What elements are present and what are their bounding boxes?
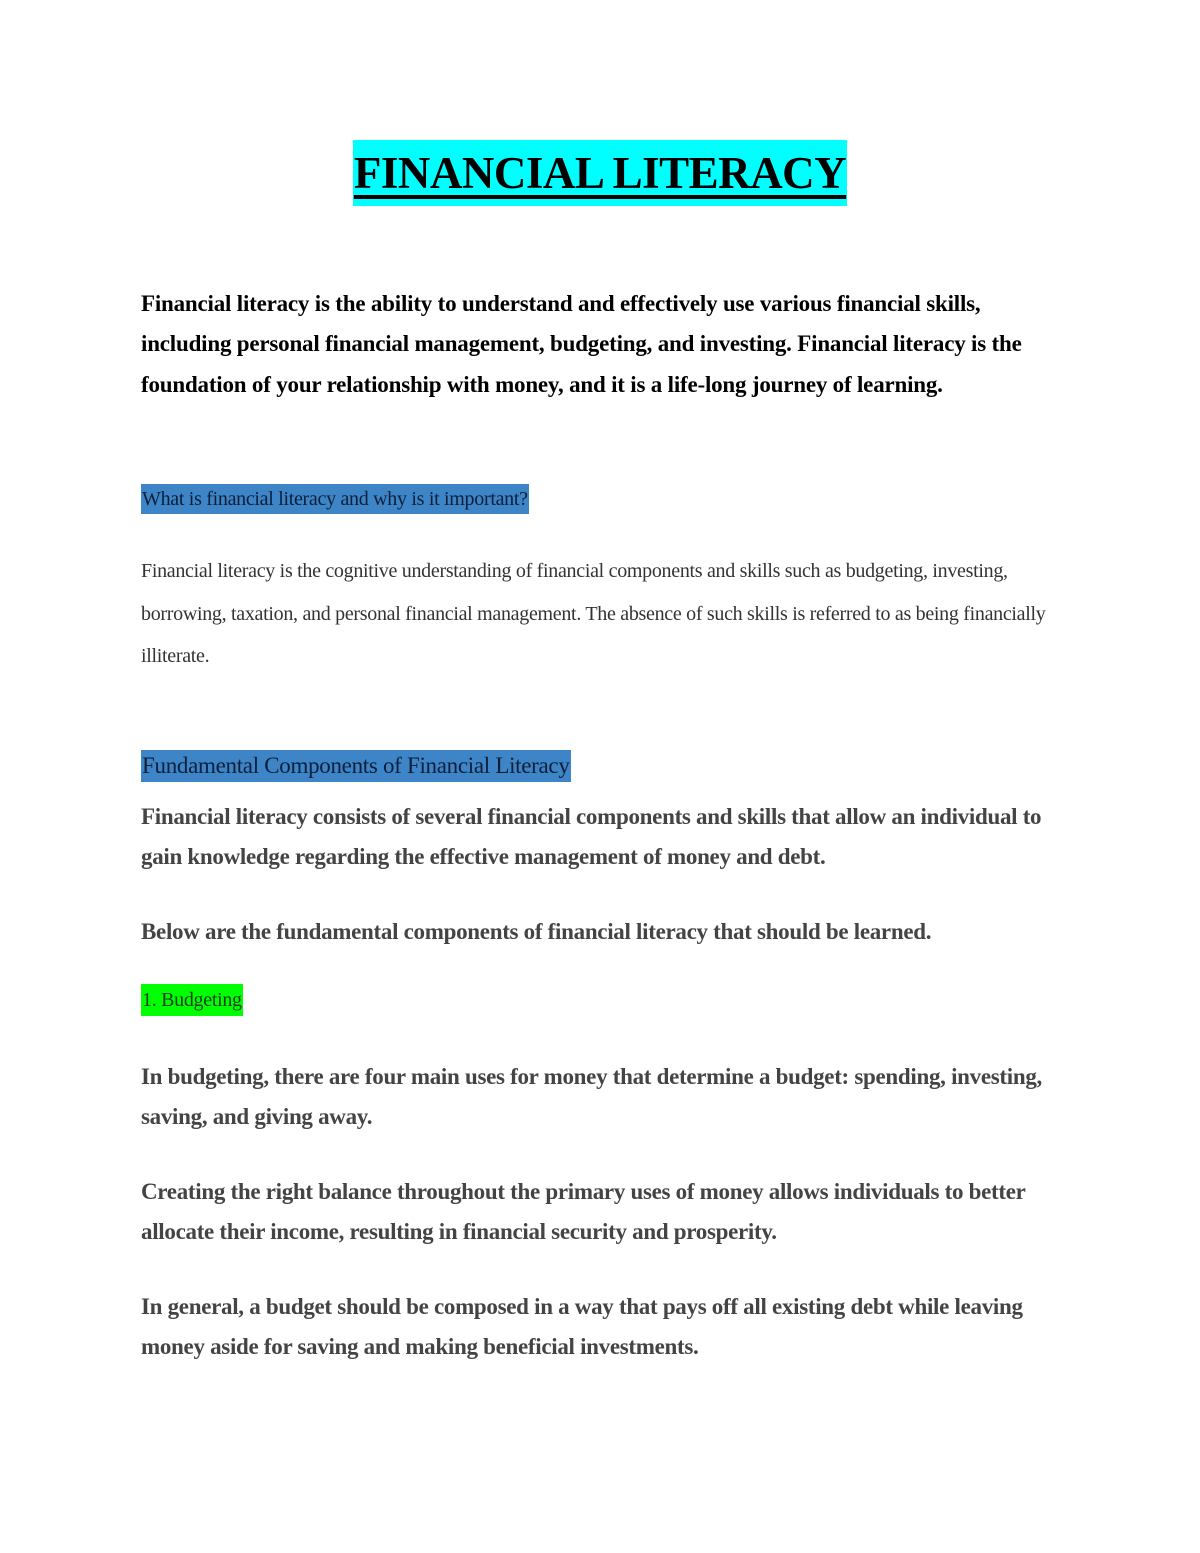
- importance-paragraph: Financial literacy is the cognitive understanding of financial components and skills such as budgeting, investing, borrowing, taxation, and personal financial management. The absence of such skills is referred to as being financially illiterate.: [141, 560, 1046, 667]
- section-heading-components: [141, 750, 1061, 782]
- section-heading-budgeting-text: 1. Budgeting: [141, 984, 243, 1016]
- section-heading-budgeting: [141, 984, 1061, 1016]
- budgeting-paragraph-1: In budgeting, there are four main uses for money that determine a budget: spending, investing, saving, and giving away.: [141, 1064, 1043, 1129]
- budgeting-paragraph-2: Creating the right balance throughout the primary uses of money allows individuals to better allocate their income, resulting in financial security and prosperity.: [141, 1179, 1026, 1244]
- section-heading-importance: [141, 484, 1061, 514]
- budgeting-paragraph-3: In general, a budget should be composed in a way that pays off all existing debt while leaving money aside for saving and making beneficial investments.: [141, 1294, 1023, 1359]
- document-title: FINANCIAL LITERACY: [353, 140, 847, 206]
- section-heading-importance-text: What is financial literacy and why is it important?: [141, 484, 529, 514]
- components-paragraph-1: Financial literacy consists of several financial components and skills that allow an individual to gain knowledge regarding the effective management of money and debt.: [141, 804, 1042, 869]
- intro-paragraph: Financial literacy is the ability to understand and effectively use various financial skills, including personal financial management, budgeting, and investing. Financial literacy is the foundation of your relationship with money, and it is a life-long journey of learning.: [141, 291, 1022, 397]
- components-paragraph-2: Below are the fundamental components of financial literacy that should be learned.: [141, 919, 932, 944]
- title-container: [0, 140, 1200, 206]
- section-heading-components-text: Fundamental Components of Financial Literacy: [141, 750, 571, 782]
